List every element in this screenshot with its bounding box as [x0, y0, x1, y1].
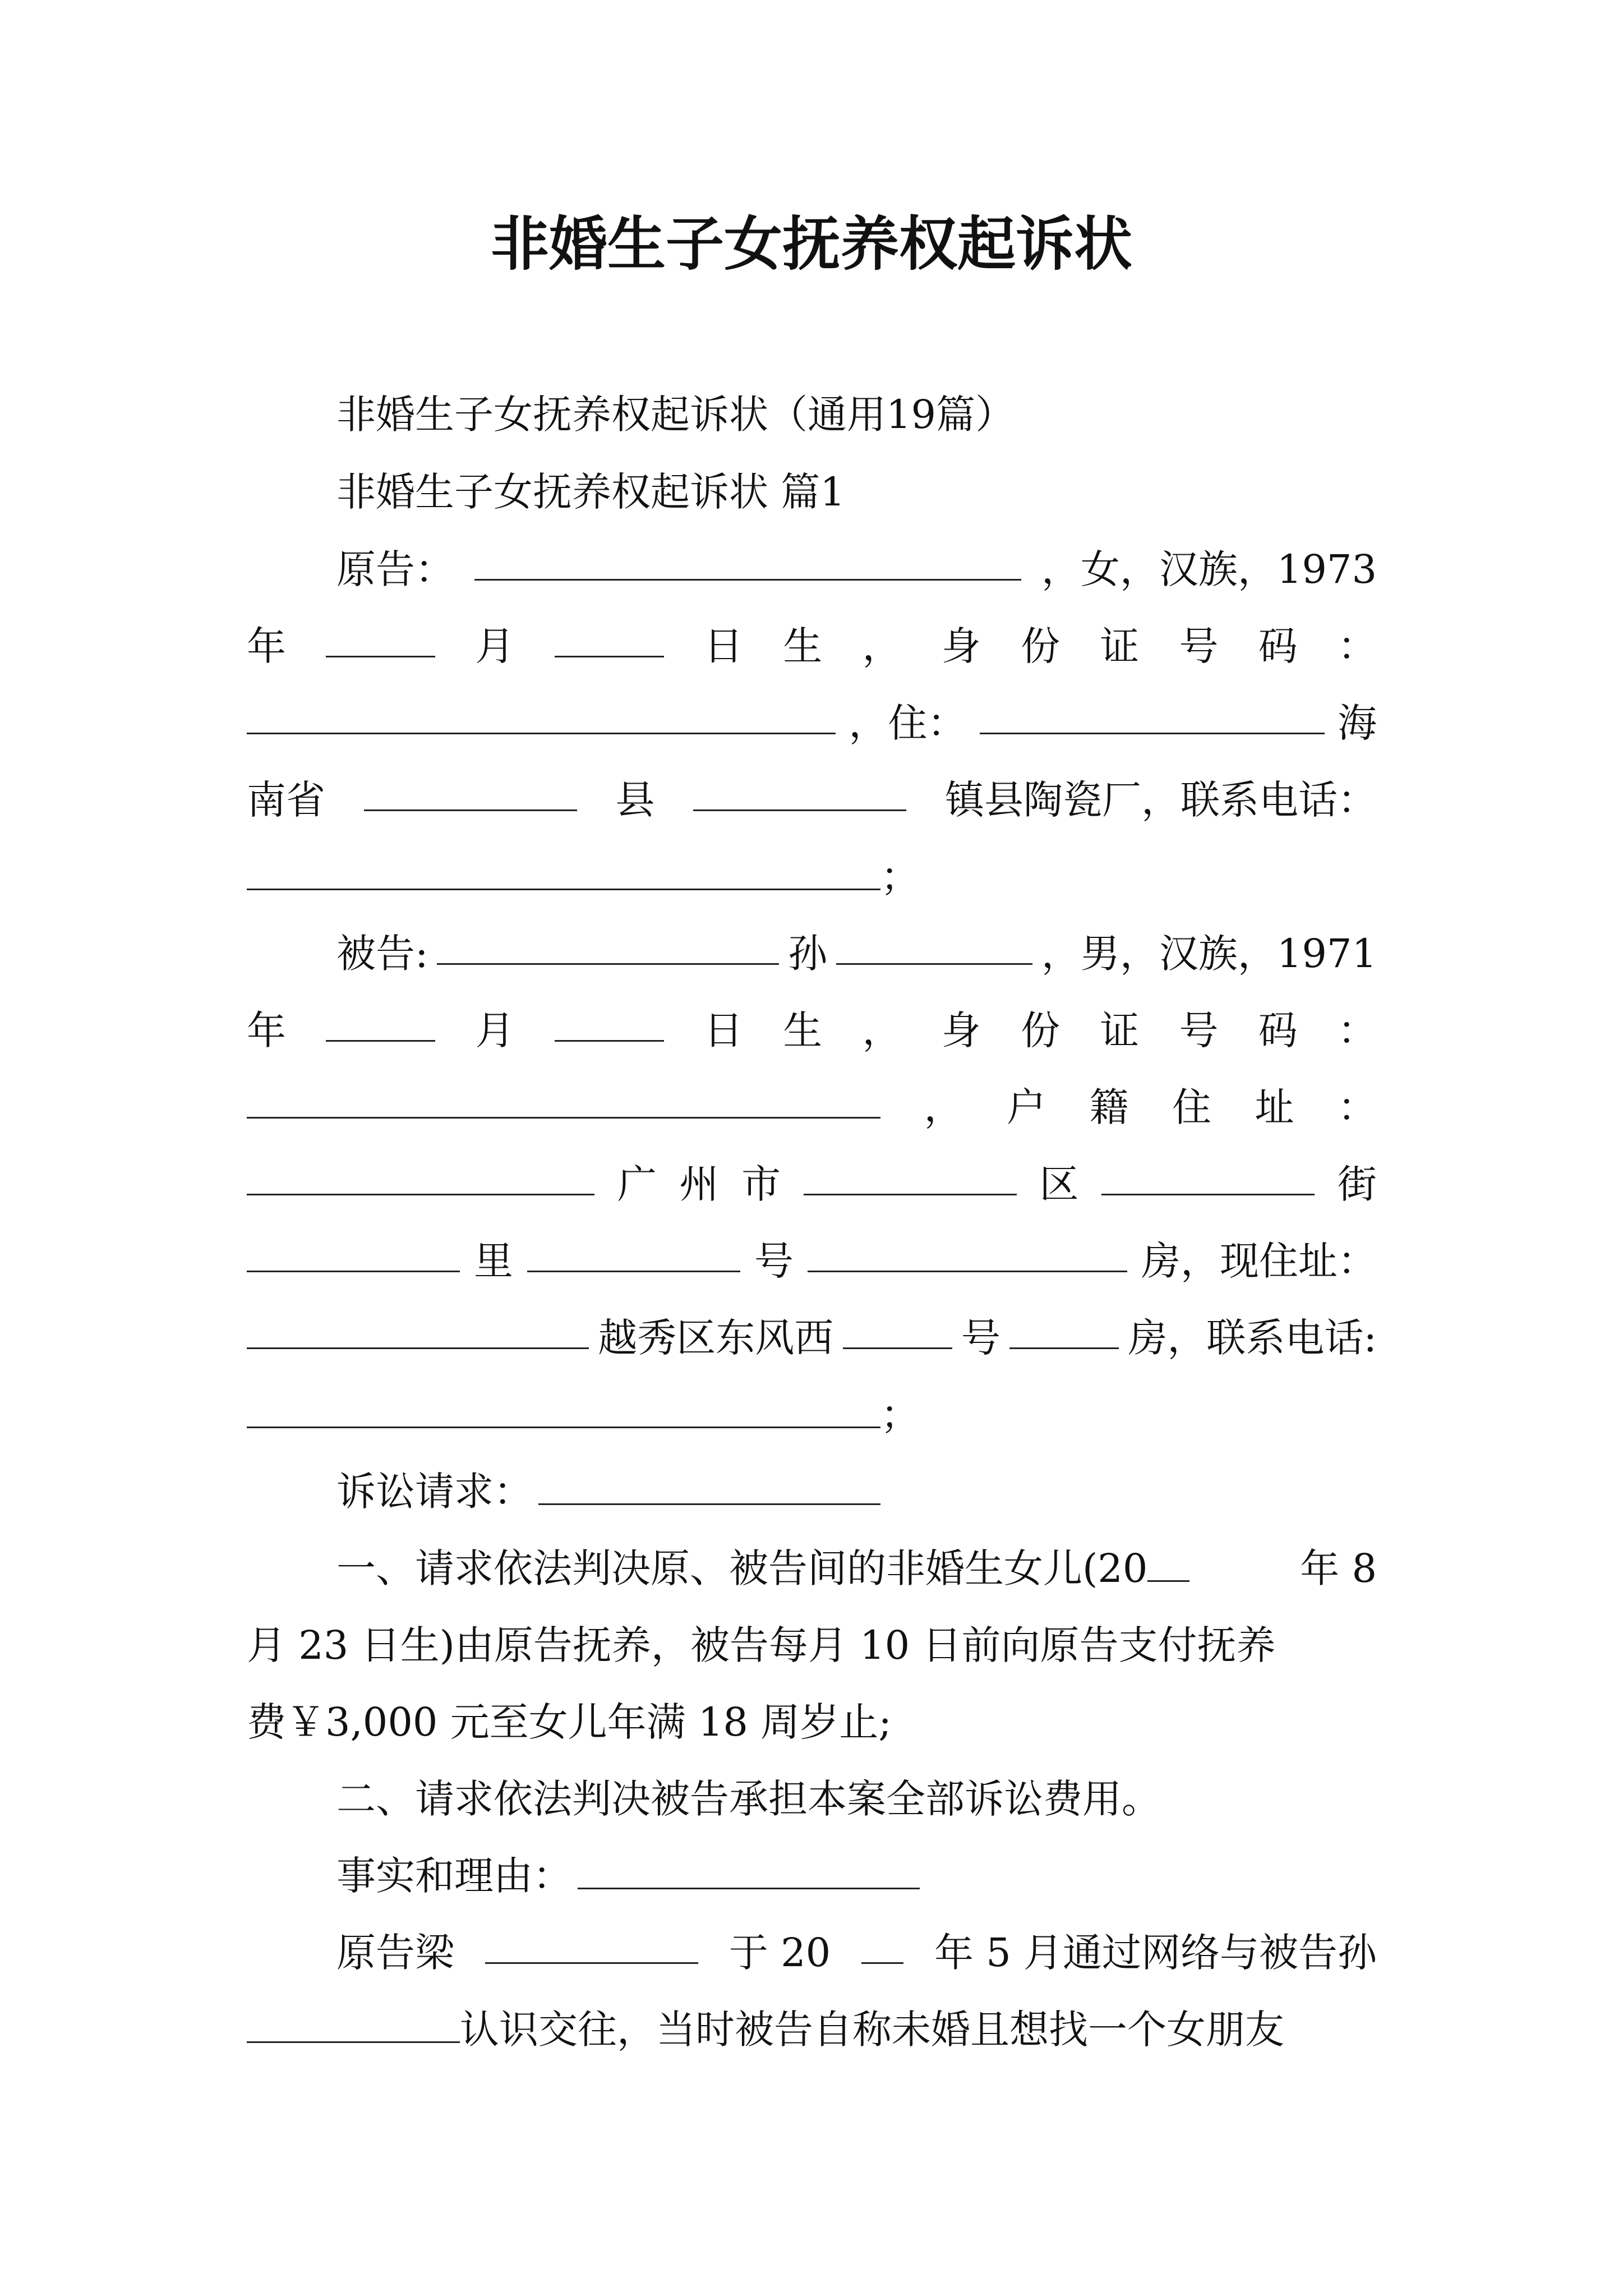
blank [247, 1307, 589, 1349]
facts-line-2: 认识交往，当时被告自称未婚且想找一个女朋友 [247, 1999, 1377, 2060]
plaintiff-name-blank [474, 539, 1021, 581]
claim-1-line-3: 费￥3,000 元至女儿年满 18 周岁止; [247, 1699, 892, 1745]
subtitle: 非婚生子女抚养权起诉状（通用19篇） [336, 392, 1015, 438]
defendant-line-2: 年 月 日 生 ， 身 份 证 号 码 ： [247, 1000, 1377, 1061]
blank [578, 1847, 920, 1889]
defendant-line-7: ； [247, 1384, 1377, 1446]
blank [247, 1153, 594, 1195]
claim-2: 二、请求依法判决被告承担本案全部诉讼费用。 [336, 1776, 1161, 1822]
blank [1009, 1307, 1119, 1349]
blank [980, 692, 1325, 734]
claim-1-line-1: 一、请求依法判决原、被告间的非婚生女儿(20 年 8 [336, 1538, 1377, 1599]
blank [836, 923, 1032, 965]
defendant-line-4: 广 州 市 区 街 [247, 1153, 1377, 1215]
blank [804, 1153, 1017, 1195]
plaintiff-line-2: 年 月 日 生 ， 身 份 证 号 码 ： [247, 615, 1377, 677]
plaintiff-line-5: ； [247, 846, 1377, 908]
blank [538, 1463, 880, 1505]
blank [693, 769, 906, 811]
defendant-line-1: 被告: 孙 ，男，汉族，1971 [336, 923, 1377, 984]
facts-line-1: 原告梁 于 20 年 5 月通过网络与被告孙 [336, 1922, 1377, 1984]
blank [247, 1076, 880, 1119]
blank [485, 1922, 698, 1964]
blank [247, 2001, 460, 2043]
plaintiff-line-4: 南省 县 镇县陶瓷厂，联系电话： [247, 769, 1377, 831]
blank [808, 1230, 1127, 1272]
blank [364, 769, 577, 811]
blank [1147, 1540, 1189, 1582]
claims-label-line: 诉讼请求： [336, 1461, 1377, 1522]
plaintiff-line-3: ，住： 海 [247, 692, 1377, 754]
blank [555, 615, 664, 657]
section-heading: 非婚生子女抚养权起诉状 篇1 [336, 469, 845, 515]
blank [247, 692, 836, 734]
blank [861, 1922, 903, 1964]
blank [247, 1386, 880, 1428]
blank [527, 1230, 740, 1272]
defendant-line-6: 越秀区东风西 号 房，联系电话: [247, 1307, 1377, 1369]
blank [247, 848, 880, 890]
defendant-line-5: 里 号 房，现住址： [247, 1230, 1377, 1292]
blank [326, 615, 435, 657]
blank [437, 923, 779, 965]
facts-label-line: 事实和理由： [336, 1845, 1377, 1907]
document-title: 非婚生子女抚养权起诉状 [490, 210, 1132, 278]
blank [1101, 1153, 1315, 1195]
claim-1-line-2: 月 23 日生)由原告抚养，被告每月 10 日前向原告支付抚养 [247, 1622, 1276, 1668]
blank [843, 1307, 952, 1349]
blank [247, 1230, 460, 1272]
blank [555, 1000, 664, 1042]
blank [326, 1000, 435, 1042]
plaintiff-line-1: 原告： ，女，汉族，1973 [336, 539, 1377, 600]
defendant-line-3: ， 户 籍 住 址 ： [247, 1076, 1377, 1138]
